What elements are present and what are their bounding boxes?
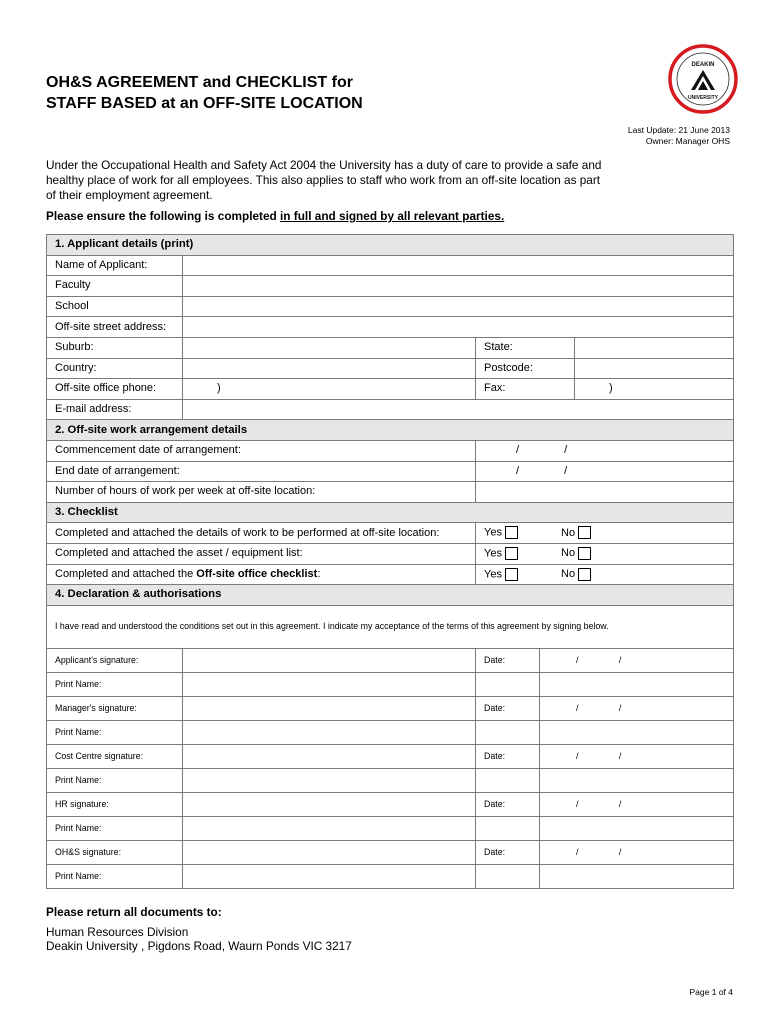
- cost-centre-print-name-field[interactable]: [183, 768, 476, 792]
- checklist-row3-suffix: :: [317, 567, 321, 580]
- declaration-text: I have read and understood the conditions set out in this agreement. I indicate my acceptance of the terms of this agreement by signing below.: [47, 605, 734, 648]
- date-label: Date:: [476, 840, 540, 864]
- ohs-date-field[interactable]: [540, 840, 734, 864]
- date-label: Date:: [476, 792, 540, 816]
- date-slash: /: [576, 846, 579, 857]
- section-2-heading: 2. Off-site work arrangement details: [47, 420, 734, 441]
- agreement-form-table: [46, 234, 734, 889]
- date-slash: /: [576, 750, 579, 761]
- hr-date-field[interactable]: [540, 792, 734, 816]
- applicant-print-name-field[interactable]: [183, 672, 476, 696]
- faculty-label: Faculty: [47, 276, 183, 297]
- postcode-field[interactable]: [575, 358, 734, 379]
- country-label: Country:: [47, 358, 183, 379]
- applicant-date-field[interactable]: [540, 648, 734, 672]
- date-label: Date:: [476, 696, 540, 720]
- date-slash: /: [618, 750, 622, 761]
- end-date-label: End date of arrangement:: [47, 461, 476, 482]
- phone-label: Off-site office phone:: [47, 379, 183, 400]
- commencement-date-field[interactable]: [476, 440, 734, 461]
- ensure-prefix: Please ensure the following is completed: [46, 209, 281, 223]
- document-meta: [628, 125, 730, 147]
- date-slash: /: [516, 464, 520, 477]
- applicant-signature-label: Applicant's signature:: [47, 648, 183, 672]
- date-label: Date:: [476, 648, 540, 672]
- date-slash: /: [576, 798, 579, 809]
- return-heading: Please return all documents to:: [46, 905, 222, 919]
- yes-label: Yes: [484, 526, 502, 539]
- title-line-2: STAFF BASED at an OFF-SITE LOCATION: [46, 95, 363, 112]
- postcode-label: Postcode:: [476, 358, 575, 379]
- country-field[interactable]: [183, 358, 476, 379]
- print-name-label: Print Name:: [47, 720, 183, 744]
- manager-date-field[interactable]: [540, 696, 734, 720]
- state-label: State:: [476, 337, 575, 358]
- no-label: No: [561, 547, 576, 560]
- section-3-heading: 3. Checklist: [47, 502, 734, 523]
- print-name-label: Print Name:: [47, 768, 183, 792]
- manager-signature-field[interactable]: [183, 696, 476, 720]
- title-line-1: OH&S AGREEMENT and CHECKLIST for: [46, 74, 353, 91]
- date-slash: /: [576, 654, 579, 665]
- manager-signature-label: Manager's signature:: [47, 696, 183, 720]
- hours-label: Number of hours of work per week at off-site location:: [47, 482, 476, 503]
- checklist-work-details-label: Completed and attached the details of work to be performed at off-site location:: [47, 523, 476, 544]
- email-label: E-mail address:: [47, 399, 183, 420]
- document-title: [46, 72, 363, 114]
- date-slash: /: [618, 846, 622, 857]
- print-name-label: Print Name:: [47, 816, 183, 840]
- phone-paren: ): [217, 382, 221, 395]
- no-label: No: [561, 568, 576, 580]
- fax-label: Fax:: [476, 379, 575, 400]
- school-field[interactable]: [183, 296, 734, 317]
- checklist-office-checklist-label: [47, 564, 476, 585]
- cost-centre-signature-label: Cost Centre signature:: [47, 744, 183, 768]
- date-slash: /: [564, 444, 568, 457]
- ohs-signature-label: OH&S signature:: [47, 840, 183, 864]
- yes-label: Yes: [484, 568, 502, 580]
- yes-checkbox[interactable]: [505, 568, 518, 581]
- checklist-asset-list-options: [476, 543, 734, 564]
- checklist-work-details-options: [476, 523, 734, 544]
- date-slash: /: [618, 798, 622, 809]
- return-address: [46, 925, 352, 953]
- date-slash: /: [564, 464, 568, 477]
- no-label: No: [561, 526, 576, 539]
- fax-field[interactable]: [575, 379, 734, 400]
- street-address-label: Off-site street address:: [47, 317, 183, 338]
- manager-print-name-field[interactable]: [183, 720, 476, 744]
- hours-field[interactable]: [476, 482, 734, 503]
- applicant-name-label: Name of Applicant:: [47, 255, 183, 276]
- date-slash: /: [576, 702, 579, 713]
- checklist-row3-bold: Off-site office checklist: [196, 567, 318, 580]
- date-label: Date:: [476, 744, 540, 768]
- print-name-label: Print Name:: [47, 864, 183, 888]
- date-slash: /: [618, 654, 622, 665]
- ensure-underlined: in full and signed by all relevant parties.: [280, 209, 505, 223]
- page-number: Page 1 of 4: [689, 987, 733, 997]
- street-address-field[interactable]: [183, 317, 734, 338]
- cost-centre-date-field[interactable]: [540, 744, 734, 768]
- school-label: School: [47, 296, 183, 317]
- date-slash: /: [618, 702, 622, 713]
- section-4-heading: 4. Declaration & authorisations: [47, 585, 734, 606]
- applicant-name-field[interactable]: [183, 255, 734, 276]
- section-1-heading: 1. Applicant details (print): [47, 235, 734, 256]
- end-date-field[interactable]: [476, 461, 734, 482]
- checklist-asset-list-label: Completed and attached the asset / equipment list:: [47, 543, 476, 564]
- logo-text-top: DEAKIN: [691, 62, 715, 68]
- hr-signature-field[interactable]: [183, 792, 476, 816]
- date-slash: /: [516, 444, 520, 457]
- applicant-signature-field[interactable]: [183, 648, 476, 672]
- cost-centre-signature-field[interactable]: [183, 744, 476, 768]
- logo-text-bottom: UNIVERSITY: [687, 95, 719, 101]
- state-field[interactable]: [575, 337, 734, 358]
- suburb-label: Suburb:: [47, 337, 183, 358]
- owner: Owner: Manager OHS: [645, 136, 730, 146]
- suburb-field[interactable]: [183, 337, 476, 358]
- phone-field[interactable]: [183, 379, 476, 400]
- yes-checkbox[interactable]: [505, 547, 518, 560]
- print-name-label: Print Name:: [47, 672, 183, 696]
- no-checkbox[interactable]: [578, 568, 591, 581]
- address-line-1: Human Resources Division: [46, 925, 189, 939]
- deakin-logo: [668, 44, 738, 114]
- intro-paragraph: Under the Occupational Health and Safety Act 2004 the University has a duty of care to provide a safe and healthy place of work for all employees. This also applies to staff who work from an off-site location as part of their employment agreement.: [46, 158, 602, 202]
- fax-paren: ): [609, 382, 613, 395]
- hr-signature-label: HR signature:: [47, 792, 183, 816]
- ohs-signature-field[interactable]: [183, 840, 476, 864]
- no-checkbox[interactable]: [578, 547, 591, 560]
- checklist-row3-prefix: Completed and attached the: [55, 567, 197, 580]
- hr-print-name-field[interactable]: [183, 816, 476, 840]
- address-line-2: Deakin University , Pigdons Road, Waurn Ponds VIC 3217: [46, 939, 352, 953]
- yes-label: Yes: [484, 547, 502, 560]
- email-field[interactable]: [183, 399, 734, 420]
- yes-checkbox[interactable]: [505, 526, 518, 539]
- last-update: Last Update: 21 June 2013: [627, 125, 730, 135]
- faculty-field[interactable]: [183, 276, 734, 297]
- ohs-print-name-field[interactable]: [183, 864, 476, 888]
- ensure-instruction: [46, 209, 504, 223]
- no-checkbox[interactable]: [578, 526, 591, 539]
- commencement-label: Commencement date of arrangement:: [47, 440, 476, 461]
- checklist-office-checklist-options: [476, 564, 734, 585]
